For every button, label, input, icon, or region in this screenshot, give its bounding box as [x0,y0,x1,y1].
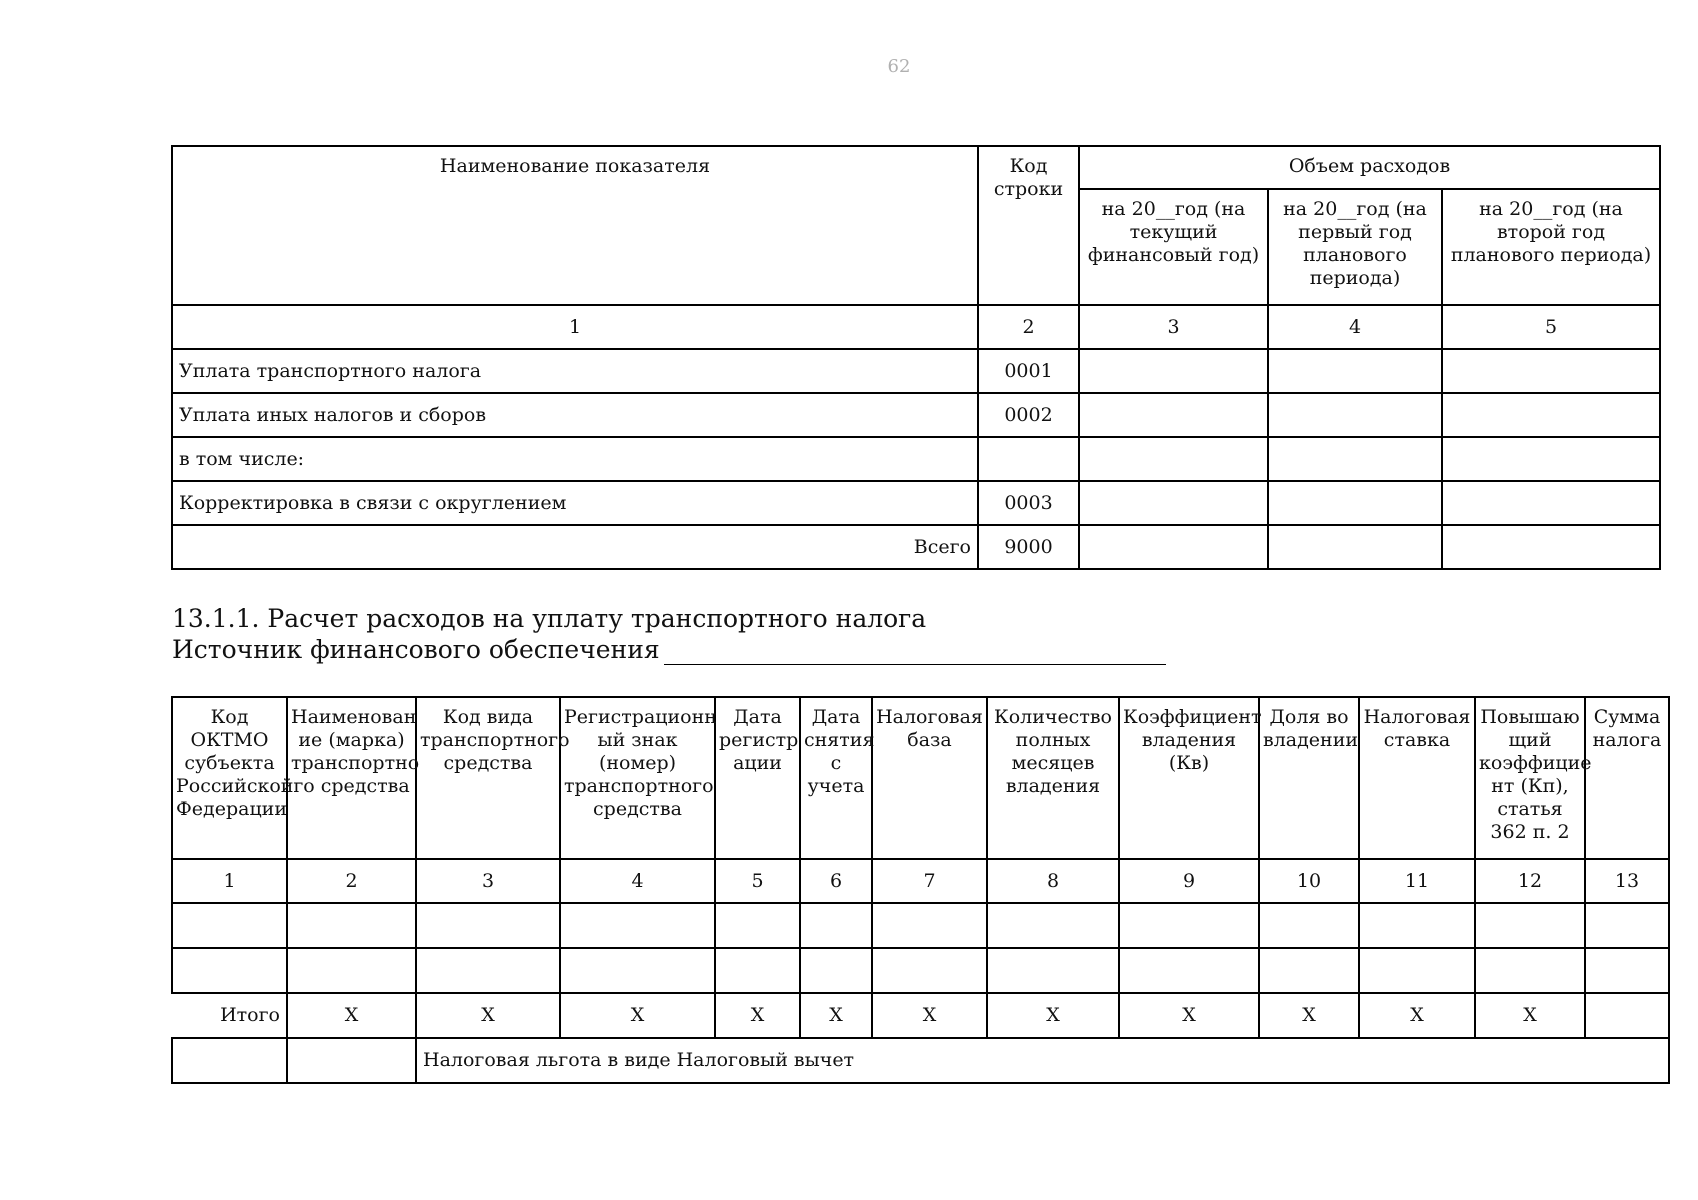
col-number: 5 [715,859,800,903]
header-ownership-share: Доля во владении [1259,697,1359,859]
data-cell[interactable] [715,948,800,993]
data-cell[interactable] [1475,903,1585,948]
header-year-first-plan: на 20__год (на первый год планового периода) [1268,189,1442,305]
col-number: 4 [1268,305,1442,349]
table-row [172,948,1669,993]
data-cell[interactable] [872,903,987,948]
value-cell[interactable] [1079,349,1268,393]
row-name: Уплата иных налогов и сборов [172,393,978,437]
data-cell[interactable] [872,948,987,993]
value-cell[interactable] [1268,481,1442,525]
data-cell[interactable] [287,903,416,948]
header-tax-base: Налоговая база [872,697,987,859]
table-row [172,903,1669,948]
col-number: 13 [1585,859,1669,903]
expenses-table [171,145,1661,570]
header-oktmo: Код ОКТМО субъекта Российской Федерации [172,697,287,859]
table-row [172,437,1660,481]
total-label: Итого [172,993,287,1038]
value-cell[interactable] [1079,437,1268,481]
header-months-owned: Количество полных месяцев владения [987,697,1119,859]
col-number: 2 [978,305,1079,349]
data-cell[interactable] [172,903,287,948]
benefit-row [172,1038,1669,1083]
value-cell[interactable] [1442,437,1660,481]
data-cell[interactable] [800,903,872,948]
x-mark: X [416,993,560,1038]
col-number: 2 [287,859,416,903]
data-cell[interactable] [987,903,1119,948]
page-number: 62 [887,56,911,77]
x-mark: X [1359,993,1475,1038]
row-name: Корректировка в связи с округлением [172,481,978,525]
data-cell[interactable] [1475,948,1585,993]
row-name: Уплата транспортного налога [172,349,978,393]
data-cell[interactable] [1585,903,1669,948]
x-mark: X [1119,993,1259,1038]
total-tax-cell[interactable] [1585,993,1669,1038]
value-cell[interactable] [1442,393,1660,437]
col-number: 7 [872,859,987,903]
value-cell[interactable] [1268,525,1442,569]
data-cell[interactable] [560,948,715,993]
x-mark: X [872,993,987,1038]
header-vehicle-type-code: Код вида транспортного средства [416,697,560,859]
header-year-current: на 20__год (на текущий финансовый год) [1079,189,1268,305]
table-row [172,481,1660,525]
value-cell[interactable] [1442,481,1660,525]
data-cell[interactable] [416,903,560,948]
transport-tax-table [171,696,1670,1084]
col-number: 11 [1359,859,1475,903]
data-cell[interactable] [715,903,800,948]
data-cell[interactable] [1359,903,1475,948]
value-cell[interactable] [1079,525,1268,569]
header-row [172,697,1669,859]
funding-source-label: Источник финансового обеспечения [172,635,660,664]
data-cell[interactable] [1119,948,1259,993]
funding-source-blank[interactable] [664,638,1166,665]
x-mark: X [800,993,872,1038]
header-year-second-plan: на 20__год (на второй год планового периода) [1442,189,1660,305]
data-cell[interactable] [287,948,416,993]
col-number: 1 [172,305,978,349]
value-cell[interactable] [1442,349,1660,393]
data-cell[interactable] [800,948,872,993]
value-cell[interactable] [1268,393,1442,437]
funding-source-line [172,635,1166,665]
row-code: 0001 [978,349,1079,393]
header-ownership-coefficient: Коэффициент владения (Кв) [1119,697,1259,859]
data-cell[interactable] [987,948,1119,993]
x-mark: X [560,993,715,1038]
data-cell[interactable] [560,903,715,948]
col-number: 1 [172,859,287,903]
col-number: 3 [1079,305,1268,349]
data-cell[interactable] [1585,948,1669,993]
col-number: 6 [800,859,872,903]
value-cell[interactable] [1079,481,1268,525]
col-number: 3 [416,859,560,903]
total-label: Всего [172,525,978,569]
data-cell[interactable] [1359,948,1475,993]
x-mark: X [715,993,800,1038]
benefit-text: Налоговая льгота в виде Налоговый вычет [416,1038,1669,1083]
col-number: 8 [987,859,1119,903]
data-cell[interactable] [172,948,287,993]
x-mark: X [1259,993,1359,1038]
header-deregistration-date: Дата снятия с учета [800,697,872,859]
value-cell[interactable] [1268,349,1442,393]
data-cell[interactable] [416,948,560,993]
section-title: 13.1.1. Расчет расходов на уплату транспортного налога [172,604,927,633]
data-cell[interactable] [1119,903,1259,948]
table-row [172,349,1660,393]
header-name: Наименование показателя [172,146,978,305]
header-volume: Объем расходов [1079,146,1660,189]
header-vehicle-name: Наименован ие (марка) транспортно го средства [287,697,416,859]
header-tax-rate: Налоговая ставка [1359,697,1475,859]
header-increasing-coefficient: Повышаю щий коэффицие нт (Кп), статья 362 п. 2 [1475,697,1585,859]
header-registration-date: Дата регистр ации [715,697,800,859]
total-code: 9000 [978,525,1079,569]
column-numbers-row [172,859,1669,903]
value-cell[interactable] [1079,393,1268,437]
x-mark: X [287,993,416,1038]
table-row [172,393,1660,437]
value-cell[interactable] [1442,525,1660,569]
row-code: 0002 [978,393,1079,437]
x-mark: X [1475,993,1585,1038]
data-cell[interactable] [172,1038,287,1083]
col-number: 5 [1442,305,1660,349]
x-mark: X [987,993,1119,1038]
value-cell[interactable] [1268,437,1442,481]
data-cell[interactable] [1259,948,1359,993]
row-code [978,437,1079,481]
total-row [172,525,1660,569]
header-code: Код строки [978,146,1079,305]
col-number: 9 [1119,859,1259,903]
col-number: 10 [1259,859,1359,903]
row-code: 0003 [978,481,1079,525]
header-registration-number: Регистрационн ый знак (номер) транспортного средства [560,697,715,859]
col-number: 4 [560,859,715,903]
col-number: 12 [1475,859,1585,903]
data-cell[interactable] [1259,903,1359,948]
total-row [172,993,1669,1038]
row-name: в том числе: [172,437,978,481]
column-numbers-row [172,305,1660,349]
header-tax-amount: Сумма налога [1585,697,1669,859]
data-cell[interactable] [287,1038,416,1083]
